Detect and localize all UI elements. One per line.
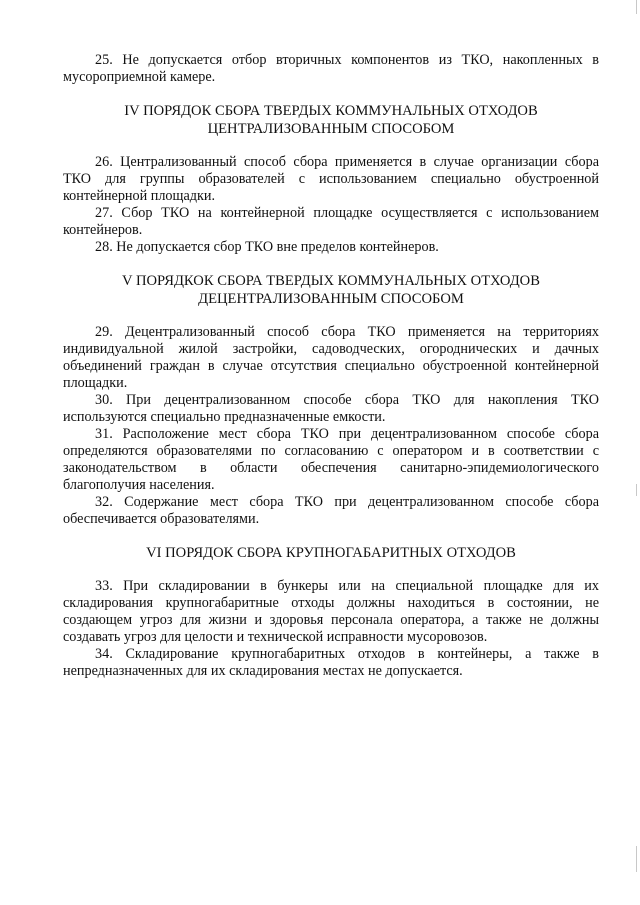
section-iv-heading [63, 102, 599, 138]
scan-edge-mark-bottom [636, 846, 637, 872]
paragraph-34: 34. Складирование крупногабаритных отходов в контейнеры, а также в непредназначенных для их складирования местах не допускается. [63, 646, 599, 679]
paragraph-25: 25. Не допускается отбор вторичных компонентов из ТКО, накопленных в мусороприемной камере. [63, 52, 599, 85]
section-v-heading-line2: ДЕЦЕНТРАЛИЗОВАННЫМ СПОСОБОМ [198, 291, 464, 307]
section-v-heading-line1: V ПОРЯДКОК СБОРА ТВЕРДЫХ КОММУНАЛЬНЫХ ОТХОДОВ [122, 273, 540, 289]
paragraph-32: 32. Содержание мест сбора ТКО при децентрализованном способе сбора обеспечивается образователями. [63, 494, 599, 527]
section-vi-heading-line1: VI ПОРЯДОК СБОРА КРУПНОГАБАРИТНЫХ ОТХОДОВ [146, 545, 516, 561]
section-iv-heading-line1: IV ПОРЯДОК СБОРА ТВЕРДЫХ КОММУНАЛЬНЫХ ОТХОДОВ [124, 103, 538, 119]
paragraph-31: 31. Расположение мест сбора ТКО при децентрализованном способе сбора определяются образователями по согласованию с оператором и в соответствии с законодательством в области обеспечения санитарно-эпидемиологического благополучия населения. [63, 426, 599, 493]
scan-edge-mark-top [636, 0, 637, 14]
paragraph-28: 28. Не допускается сбор ТКО вне пределов контейнеров. [95, 239, 439, 255]
section-v-heading [63, 272, 599, 308]
section-iv-heading-line2: ЦЕНТРАЛИЗОВАННЫМ СПОСОБОМ [207, 121, 455, 137]
paragraph-29: 29. Децентрализованный способ сбора ТКО применяется на территориях индивидуальной жилой застройки, садоводческих, огороднических и дачных объединений граждан в случае отсутствия специально обустроенной контейнерной площадки. [63, 324, 599, 391]
paragraph-33: 33. При складировании в бункеры или на специальной площадке для их складирования крупногабаритные отходы должны находиться в состоянии, не создающем угроз для жизни и здоровья персонала оператора, а также не должны создавать угроз для целости и технической исправности мусоровозов. [63, 578, 599, 645]
section-vi-heading [63, 544, 599, 562]
paragraph-27: 27. Сбор ТКО на контейнерной площадке осуществляется с использованием контейнеров. [63, 205, 599, 238]
scan-edge-mark-middle [636, 484, 637, 496]
paragraph-30: 30. При децентрализованном способе сбора ТКО для накопления ТКО используются специально предназначенные емкости. [63, 392, 599, 425]
paragraph-26: 26. Централизованный способ сбора применяется в случае организации сбора ТКО для группы образователей с использованием специально обустроенной контейнерной площадки. [63, 154, 599, 204]
document-page [63, 52, 599, 680]
